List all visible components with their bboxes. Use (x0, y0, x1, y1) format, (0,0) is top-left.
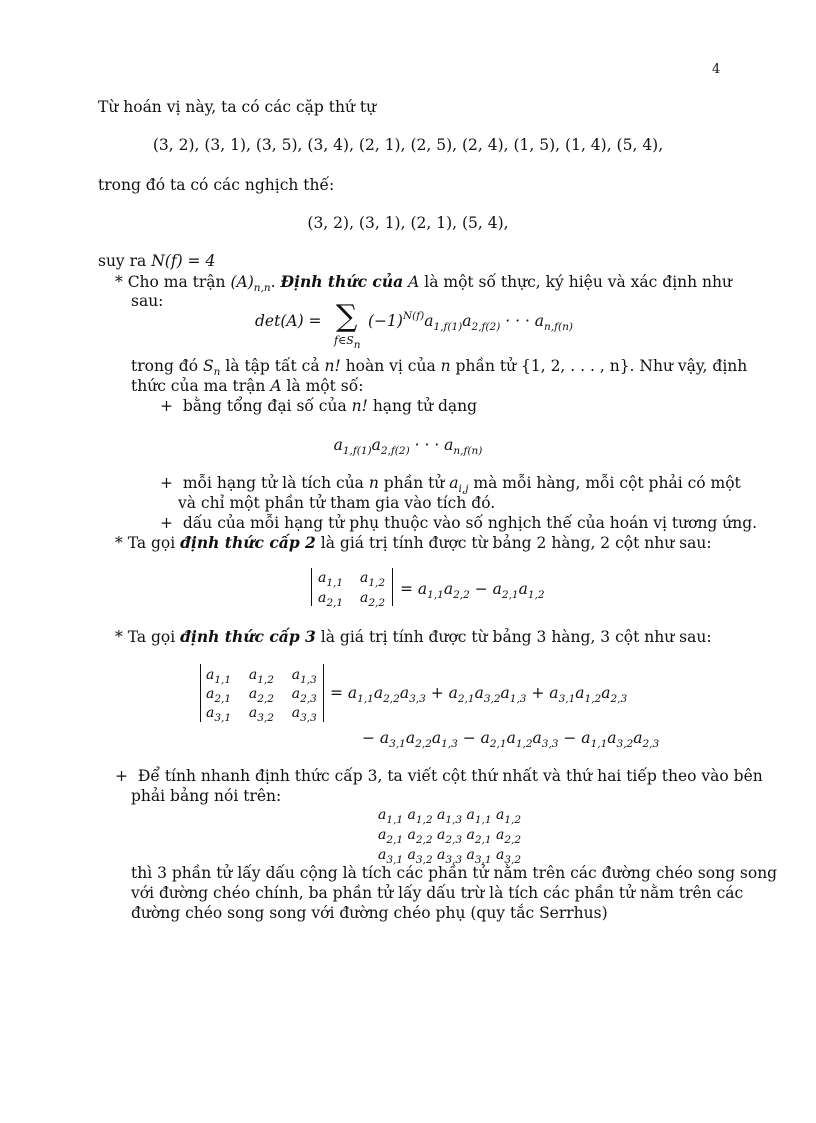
plus-bullet: + (160, 514, 173, 532)
det2-a22: $a_{2,2}$ (360, 590, 386, 609)
sum-symbol: ∑ (336, 299, 358, 334)
subbullet-sign: + dấu của mỗi hạng tử phụ thuộc vào số nghịch thế của hoán vị tương ứng. (160, 514, 758, 532)
det2-a11: $a_{1,1}$ (318, 570, 344, 589)
det3-rhs-line1: = $a_{1,1}a_{2,2}a_{3,3} + a_{2,1}a_{3,2}a_{1,3} + a_{3,1}a_{1,2}a_{2,3}$ (330, 684, 628, 705)
text: sau: (131, 292, 164, 310)
conclusion-line (98, 252, 215, 270)
sarrus-row3: $a_{3,1}$ $a_{3,2}$ $a_{3,3}$ $a_{3,1}$ $a_{3,2}$ (378, 847, 522, 866)
text: Từ hoán vị này, ta có các cặp thứ tự (98, 98, 377, 116)
det3-left-bar (200, 664, 201, 722)
symbol-A: A (408, 273, 420, 291)
pairs-all (0, 136, 816, 154)
det2-left-bar (311, 568, 312, 606)
plus-bullet: + (160, 397, 173, 415)
formula: (3, 2), (3, 1), (3, 5), (3, 4), (2, 1), (2, 5), (2, 4), (1, 5), (1, 4), (5, 4), (152, 136, 664, 154)
det3-right-bar (323, 664, 324, 722)
det-lhs: det(A) = (255, 312, 322, 330)
paragraph-diagonals-3: đường chéo song song với đường chéo phụ (quy tắc Serrhus) (131, 904, 608, 922)
det2-a12: $a_{1,2}$ (360, 570, 386, 589)
term-form: $a_{1,f(1)}a_{2,f(2)}$ · · · $a_{n,f(n)}$ (333, 436, 483, 457)
det2-rhs: = $a_{1,1}a_{2,2} - a_{2,1}a_{1,2}$ (400, 580, 545, 601)
paragraph-sarrus: + Để tính nhanh định thức cấp 3, ta viết cột thứ nhất và thứ hai tiếp theo vào bên (115, 767, 763, 785)
bullet-definition (115, 272, 732, 294)
term-det2: định thức cấp 2 (180, 533, 316, 552)
pairs-inversions (0, 214, 816, 232)
text: là một số thực, ký hiệu và xác định như (424, 273, 732, 291)
formula: N(f) = 4 (151, 252, 216, 270)
text: . (270, 273, 276, 291)
paragraph-intro (98, 98, 376, 116)
term-dinh-thuc: Định thức của (280, 272, 404, 291)
bullet-definition-cont (131, 292, 163, 310)
paragraph-diagonals-2: với đường chéo chính, ba phần tử lấy dấu trừ là tích các phần tử nằm trên các (131, 884, 744, 902)
det3-row3: $a_{3,1}$ $a_{3,2}$ $a_{3,3}$ (206, 705, 317, 724)
subbullet-product-cont: và chỉ một phần tử tham gia vào tích đó. (178, 494, 496, 512)
plus-bullet: + (160, 474, 173, 492)
symbol-Sn: $S_n$ (203, 357, 221, 378)
page-number: 4 (712, 62, 721, 77)
formula: (3, 2), (3, 1), (2, 1), (5, 4), (307, 214, 509, 232)
text: trong đó ta có các nghịch thế: (98, 176, 335, 194)
sum-subscript: $f\in S_n$ (334, 334, 361, 351)
text: Cho ma trận (127, 273, 226, 291)
term-det3: định thức cấp 3 (180, 627, 316, 646)
matrix-symbol: $(A)_{n,n}$ (230, 273, 271, 294)
subbullet-product: + mỗi hạng tử là tích của n phần tử $a_{i,j}$ mà mỗi hàng, mỗi cột phải có một (160, 474, 741, 495)
subbullet-sum: + bằng tổng đại số của n! hạng tử dạng (160, 397, 478, 415)
det3-row2: $a_{2,1}$ $a_{2,2}$ $a_{2,3}$ (206, 686, 317, 705)
star-bullet: * (115, 273, 123, 291)
paragraph-diagonals-1: thì 3 phần tử lấy dấu cộng là tích các phần tử nằm trên các đường chéo song song (131, 864, 778, 882)
plus-bullet: + (115, 767, 128, 785)
det2-right-bar (392, 568, 393, 606)
star-bullet: * (115, 534, 123, 552)
star-bullet: * (115, 628, 123, 646)
det3-row1: $a_{1,1}$ $a_{1,2}$ $a_{1,3}$ (206, 667, 317, 686)
text: suy ra (98, 252, 147, 270)
paragraph-sn-cont: thức của ma trận A là một số: (131, 377, 364, 395)
sarrus-row2: $a_{2,1}$ $a_{2,2}$ $a_{2,3}$ $a_{2,1}$ $a_{2,2}$ (378, 827, 522, 846)
det-rhs: $(-1)^{N(f)}a_{1,f(1)}a_{2,f(2)}$ · · · $a_{n,f(n)}$ (368, 310, 573, 333)
paragraph-sn: trong đó $S_n$ là tập tất cả n! hoàn vị của n phần tử {1, 2, . . . , n}. Như vậy, định (131, 357, 748, 378)
det3-rhs-line2: − $a_{3,1}a_{2,2}a_{1,3} - a_{2,1}a_{1,2}a_{3,3} - a_{1,1}a_{3,2}a_{2,3}$ (362, 729, 660, 750)
paragraph-sarrus-cont: phải bảng nói trên: (131, 787, 282, 805)
paragraph-inversions (98, 176, 334, 194)
bullet-det3: * Ta gọi định thức cấp 3 là giá trị tính được từ bảng 3 hàng, 3 cột như sau: (115, 627, 712, 646)
det2-a21: $a_{2,1}$ (318, 590, 344, 609)
sarrus-row1: $a_{1,1}$ $a_{1,2}$ $a_{1,3}$ $a_{1,1}$ $a_{1,2}$ (378, 807, 522, 826)
det-formula (255, 312, 322, 330)
bullet-det2: * Ta gọi định thức cấp 2 là giá trị tính được từ bảng 2 hàng, 2 cột như sau: (115, 533, 712, 552)
